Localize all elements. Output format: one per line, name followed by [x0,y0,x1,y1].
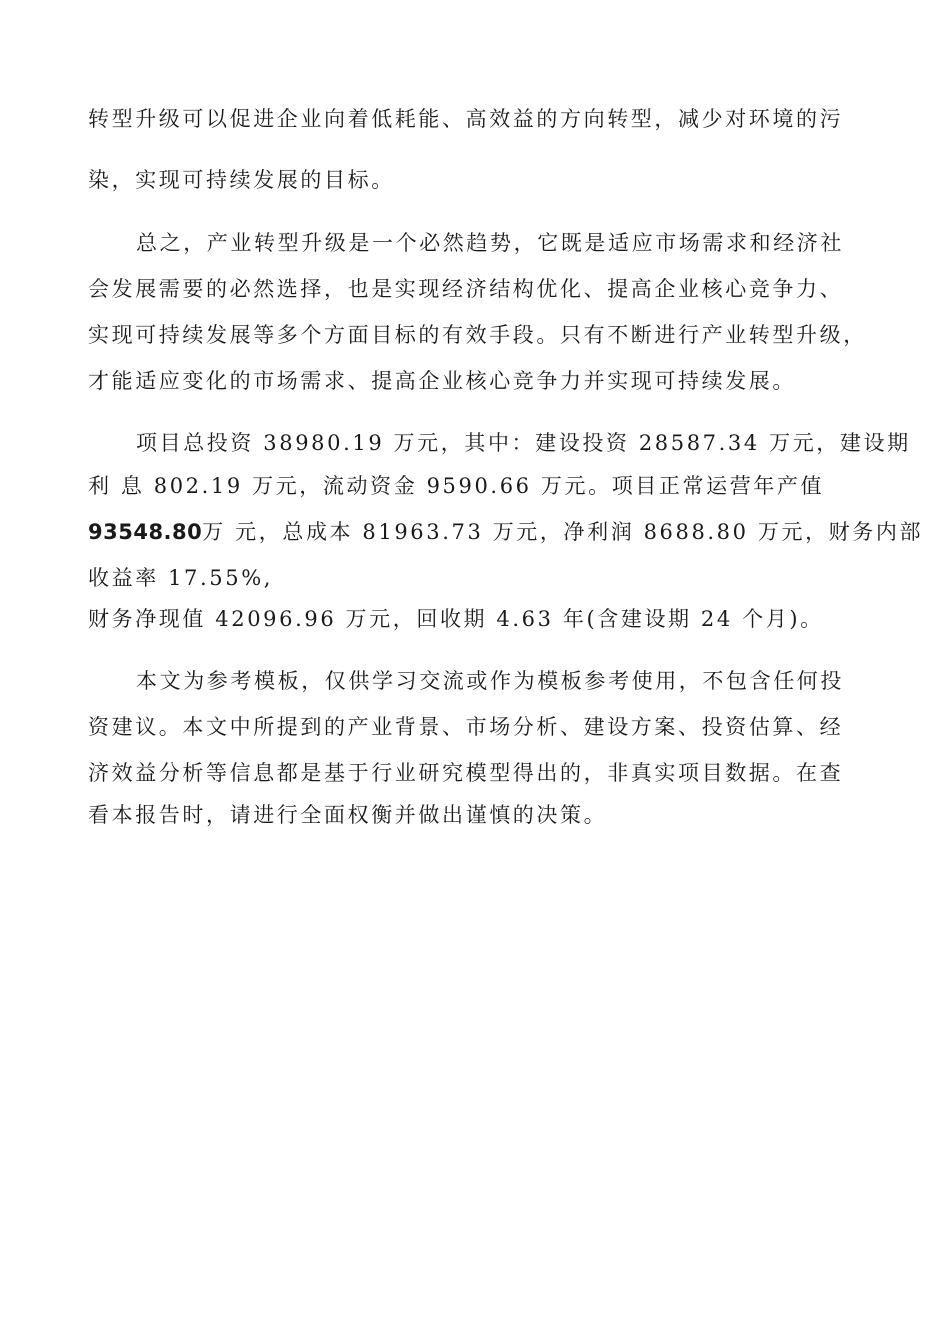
paragraph-4-line-2: 资建议。本文中所提到的产业背景、市场分析、建设方案、投资估算、经 [88,715,844,739]
paragraph-2-line-2: 会发展需要的必然选择，也是实现经济结构优化、提高企业核心竞争力、 [88,277,844,301]
paragraph-2-line-1: 总之，产业转型升级是一个必然趋势，它既是适应市场需求和经济社 [136,231,844,255]
paragraph-3-line-4: 收益率 17.55%, [88,566,274,590]
paragraph-3-line-3 [88,518,923,546]
annual-output-value: 93548.80 [88,520,203,544]
paragraph-3-line-3-text: 万 元，总成本 81963.73 万元，净利润 8688.80 万元，财务内部 [202,520,924,544]
paragraph-3-line-2: 利 息 802.19 万元，流动资金 9590.66 万元。项目正常运营年产值 [88,474,825,498]
paragraph-2-line-4: 才能适应变化的市场需求、提高企业核心竞争力并实现可持续发展。 [88,369,796,393]
paragraph-4-line-4: 看本报告时，请进行全面权衡并做出谨慎的决策。 [88,803,608,827]
paragraph-1-line-1: 转型升级可以促进企业向着低耗能、高效益的方向转型，减少对环境的污 [88,107,844,131]
paragraph-4-line-1: 本文为参考模板，仅供学习交流或作为模板参考使用，不包含任何投 [136,669,844,693]
paragraph-1-line-2: 染，实现可持续发展的目标。 [88,168,395,192]
paragraph-3-line-1: 项目总投资 38980.19 万元，其中：建设投资 28587.34 万元，建设期 [136,431,911,455]
paragraph-3-line-5: 财务净现值 42096.96 万元，回收期 4.63 年(含建设期 24 个月)。 [88,607,824,631]
paragraph-2-line-3: 实现可持续发展等多个方面目标的有效手段。只有不断进行产业转型升级， [88,323,867,347]
paragraph-4-line-3: 济效益分析等信息都是基于行业研究模型得出的，非真实项目数据。在查 [88,761,844,785]
